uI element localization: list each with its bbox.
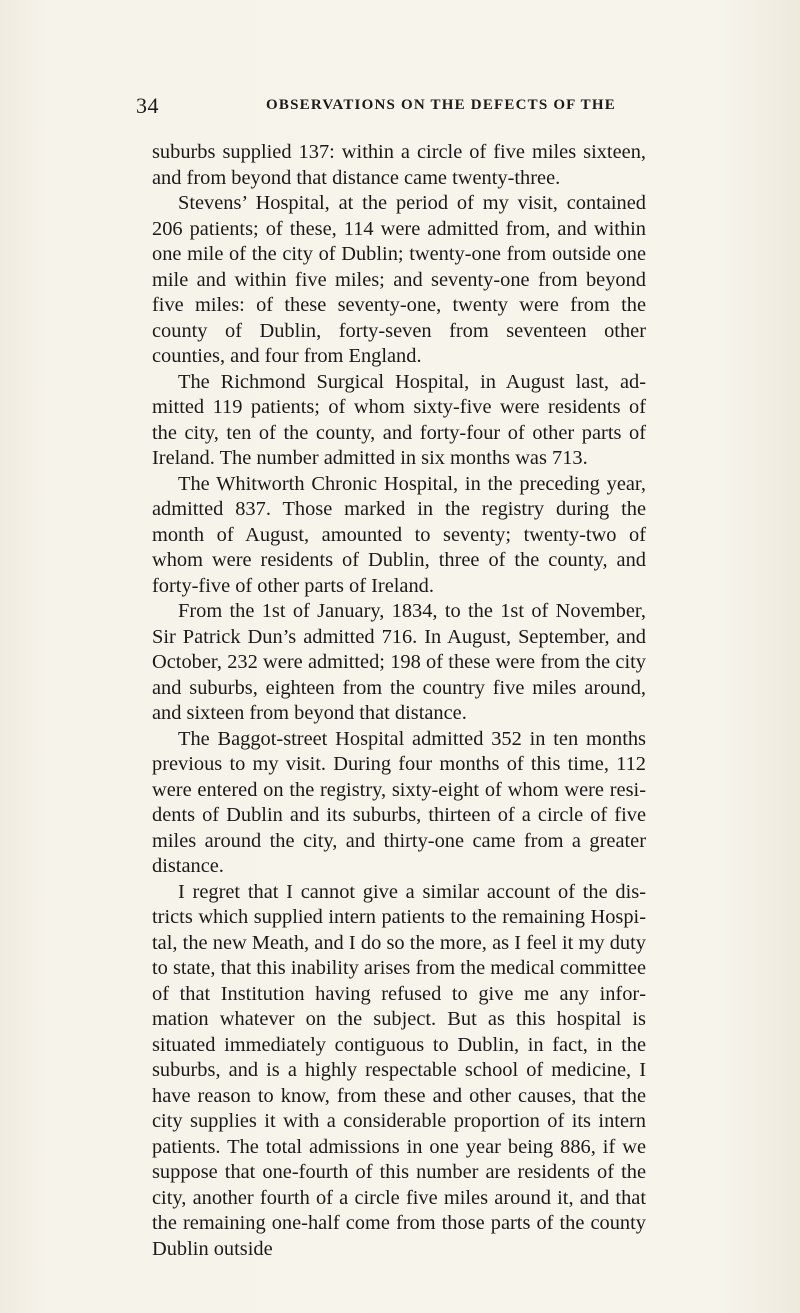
paragraph-continuation: suburbs supplied 137: within a circle of five miles sixteen, and from beyond that distance came twenty-three. bbox=[152, 141, 646, 189]
body-text bbox=[152, 140, 646, 1262]
paragraph-baggot-street-hospital: The Baggot-street Hospital admitted 352 in ten months previous to my visit. During four months of this time, 112 were entered on the registry, sixty-eight of whom were residents of Dublin and its suburbs, thirteen of a circle of five miles around the city, and thirty-one came from a greater distance. bbox=[152, 727, 646, 877]
paragraph-richmond-hospital: The Richmond Surgical Hospital, in August last, admitted 119 patients; of whom sixty-five were residents of the city, ten of the county, and forty-four of other parts of Ireland. The number admitted in six months was 713. bbox=[152, 370, 646, 469]
paragraph-whitworth-hospital: The Whitworth Chronic Hospital, in the preceding year, admitted 837. Those marked in the registry during the month of August, amounted to seventy; twenty-two of whom were residents of Dublin, three of the county, and forty-five of other parts of Ireland. bbox=[152, 472, 646, 597]
paragraph-meath-hospital: I regret that I cannot give a similar account of the districts which supplied intern patients to the remaining Hospital, the new Meath, and I do so the more, as I feel it my duty to state, that this inability arises from the medical committee of that Institution having refused to give me any information whatever on the subject. But as this hospital is situated immediately contiguous to Dublin, in fact, in the suburbs, and is a highly respectable school of medicine, I have reason to know, from these and other causes, that the city supplies it with a considerable proportion of its intern patients. The total admissions in one year being 886, if we suppose that one-fourth of this number are residents of the city, another fourth of a circle five miles around it, and that the remaining one-half come from those parts of the county Dublin outside bbox=[152, 880, 646, 1260]
running-head: OBSERVATIONS ON THE DEFECTS OF THE bbox=[266, 97, 616, 113]
page-number: 34 bbox=[136, 93, 159, 118]
page-header bbox=[136, 93, 646, 123]
paragraph-stevens-hospital: Stevens’ Hospital, at the period of my visit, contained 206 patients; of these, 114 were admitted from, and within one mile of the city of Dublin; twenty-one from outside one mile and within five miles; and seventy-one from beyond five miles: of these seventy-one, twenty were from the county of Dublin, forty-seven from seventeen other counties, and four from England. bbox=[152, 192, 646, 367]
paragraph-sir-patrick-duns: From the 1st of January, 1834, to the 1st of November, Sir Patrick Dun’s admitted 716. In August, September, and October, 232 were admitted; 198 of these were from the city and suburbs, eighteen from the country five miles around, and sixteen from beyond that distance. bbox=[152, 600, 646, 724]
